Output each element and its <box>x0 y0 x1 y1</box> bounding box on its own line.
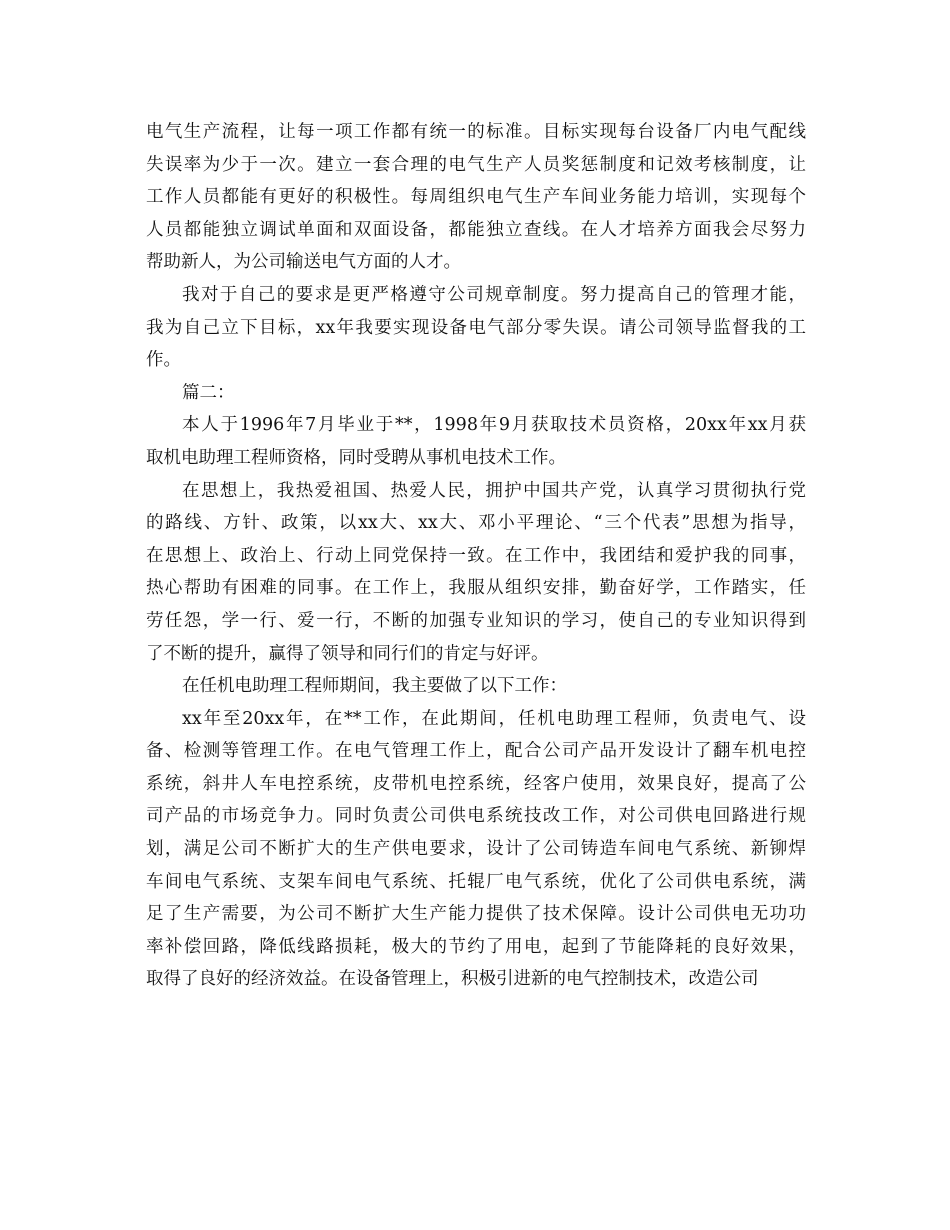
paragraph-line: 劳任怨，学一行、爱一行，不断的加强专业知识的学习，使自己的专业知识得到 <box>146 610 806 631</box>
paragraph-line: 率补偿回路，降低线路损耗，极大的节约了用电，起到了节能降耗的良好效果， <box>146 936 806 957</box>
paragraph-line: 在任机电助理工程师期间，我主要做了以下工作： <box>182 676 567 697</box>
paragraph <box>146 116 806 279</box>
paragraph-line: 取得了良好的经济效益。在设备管理上，积极引进新的电气控制技术，改造公司 <box>146 969 759 990</box>
paragraph-line: 篇二： <box>182 382 235 403</box>
paragraph <box>146 670 806 703</box>
paragraph-line: 热心帮助有困难的同事。在工作上，我服从组织安排，勤奋好学，工作踏实，任 <box>146 578 806 599</box>
paragraph-line: 在思想上，我热爱祖国、热爱人民，拥护中国共产党，认真学习贯彻执行党 <box>182 480 806 501</box>
paragraph-line: 人员都能独立调试单面和双面设备，都能独立查线。在人才培养方面我会尽努力 <box>146 219 806 240</box>
paragraph <box>146 377 806 410</box>
paragraph-line: 我对于自己的要求是更严格遵守公司规章制度。努力提高自己的管理才能， <box>182 284 806 305</box>
paragraph-line: 帮助新人，为公司输送电气方面的人才。 <box>146 252 461 273</box>
paragraph-line: 车间电气系统、支架车间电气系统、托辊厂电气系统，优化了公司供电系统，满 <box>146 871 806 892</box>
paragraph-line: 足了生产需要，为公司不断扩大生产能力提供了技术保障。设计公司供电无功功 <box>146 904 806 925</box>
paragraph <box>146 475 806 671</box>
paragraph-line: 系统，斜井人车电控系统，皮带机电控系统，经客户使用，效果良好，提高了公 <box>146 773 806 794</box>
paragraph-line: 备、检测等管理工作。在电气管理工作上，配合公司产品开发设计了翻车机电控 <box>146 741 806 762</box>
paragraph-line: 取机电助理工程师资格，同时受聘从事机电技术工作。 <box>146 447 566 468</box>
paragraph-line: 我为自己立下目标，xx年我要实现设备电气部分零失误。请公司领导监督我的工 <box>146 317 806 338</box>
paragraph-line: 电气生产流程，让每一项工作都有统一的标准。目标实现每台设备厂内电气配线 <box>146 122 806 142</box>
paragraph <box>146 409 806 474</box>
paragraph-line: 作。 <box>146 350 181 371</box>
paragraph-line: xx年至20xx年，在**工作，在此期间，任机电助理工程师，负责电气、设 <box>182 708 806 729</box>
document-page <box>146 116 806 996</box>
paragraph <box>146 279 806 377</box>
paragraph-line: 在思想上、政治上、行动上同党保持一致。在工作中，我团结和爱护我的同事， <box>146 545 806 566</box>
paragraph-line: 失误率为少于一次。建立一套合理的电气生产人员奖惩制度和记效考核制度，让 <box>146 154 806 175</box>
paragraph-line: 的路线、方针、政策，以xx大、xx大、邓小平理论、“三个代表”思想为指导， <box>146 513 806 534</box>
paragraph-line: 本人于1996年7月毕业于**，1998年9月获取技术员资格，20xx年xx月获 <box>182 415 806 436</box>
paragraph-line: 工作人员都能有更好的积极性。每周组织电气生产车间业务能力培训，实现每个 <box>146 187 806 208</box>
paragraph-line: 司产品的市场竞争力。同时负责公司供电系统技改工作，对公司供电回路进行规 <box>146 806 806 827</box>
paragraph-line: 划，满足公司不断扩大的生产供电要求，设计了公司铸造车间电气系统、新铆焊 <box>146 839 806 860</box>
paragraph <box>146 703 806 996</box>
paragraph-line: 了不断的提升，赢得了领导和同行们的肯定与好评。 <box>146 643 549 664</box>
